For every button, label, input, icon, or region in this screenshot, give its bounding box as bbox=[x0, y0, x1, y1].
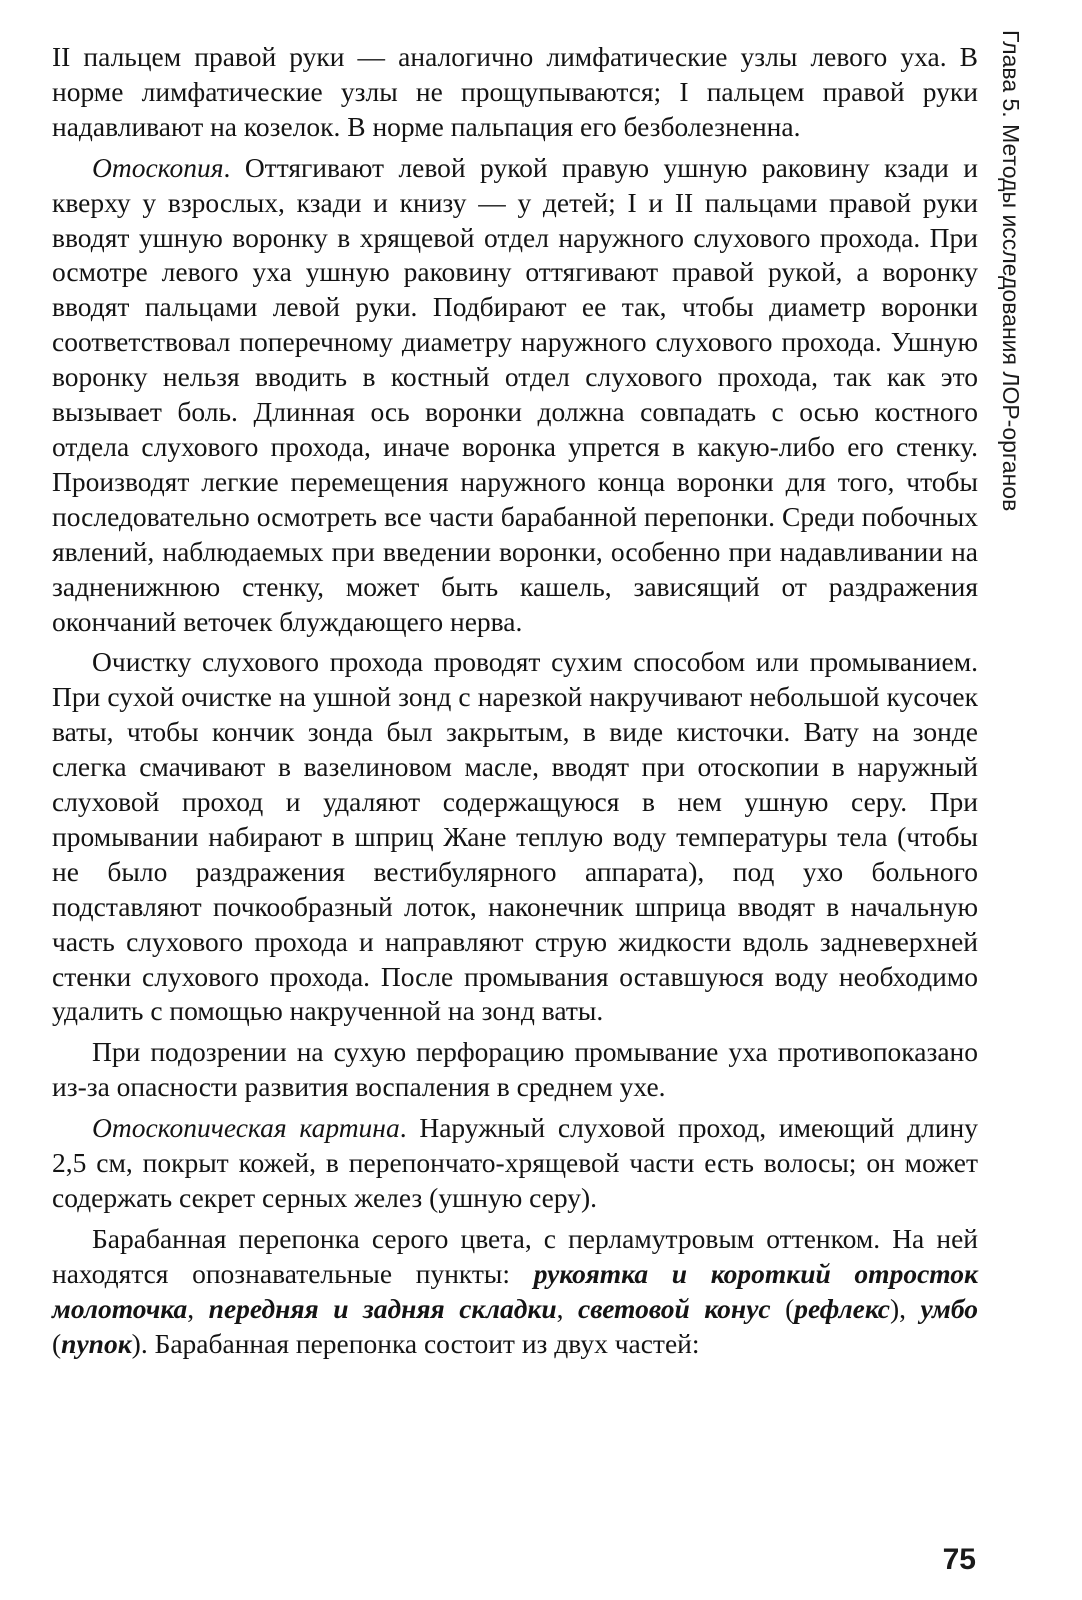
landmark-reflex: рефлекс bbox=[794, 1292, 890, 1324]
landmark-navel: пупок bbox=[61, 1327, 132, 1359]
separator: ( bbox=[770, 1292, 795, 1324]
landmark-folds: передняя и задняя складки bbox=[208, 1292, 557, 1324]
landmark-malleus: рукоятка и короткий отросток молоточка bbox=[52, 1257, 978, 1324]
paragraph-otoscopy bbox=[52, 151, 978, 640]
paragraph-ear-canal-cleaning: Очистку слухового прохода проводят сухим способом или промыванием. При сухой очистке на ушной зонд с нарезкой накручивают небольшой кусочек ваты, чтобы кончик зонда был закрытым, в виде кисточки. Вату на зонде слегка смачивают в вазелиновом масле, вводят при отоскопии в наружный слуховой проход и удаляют содержащуюся в нем ушную серу. При промывании набирают в шприц Жане теплую воду температуры тела (чтобы не было раздражения вестибулярного аппарата), под ухо больного подставляют почкообразный лоток, наконечник шприца вводят в начальную часть слухового прохода и направляют струю жидкости вдоль задневерхней стенки слухового прохода. После промывания оставшуюся воду необходимо удалить с помощью накрученной на зонд ваты. bbox=[52, 646, 978, 1027]
separator: ), bbox=[889, 1292, 921, 1324]
chapter-title: Глава 5. Методы исследования ЛОР-органов bbox=[998, 30, 1024, 512]
main-text bbox=[52, 40, 978, 1362]
term-otoscopy: Отоскопия bbox=[92, 151, 224, 183]
term-otoscopic-picture: Отоскопическая картина bbox=[92, 1112, 400, 1144]
landmark-light-cone: световой конус bbox=[578, 1292, 771, 1324]
paragraph-lymph-nodes: II пальцем правой руки — аналогично лимфатические узлы левого уха. В норме лимфатические узлы не прощупываются; I пальцем правой руки надавливают на козелок. В норме пальпация его безболезненна. bbox=[52, 41, 978, 142]
separator: ( bbox=[52, 1327, 62, 1359]
running-head bbox=[996, 30, 1026, 570]
paragraph-otoscopic-picture bbox=[52, 1111, 978, 1216]
paragraph-perforation-warning: При подозрении на сухую перфорацию промывание уха противопоказано из-за опасности развития воспаления в среднем ухе. bbox=[52, 1036, 978, 1103]
separator: , bbox=[187, 1292, 209, 1324]
otoscopic-picture-text: . Наружный слуховой проход, имеющий длину 2,5 см, покрыт кожей, в перепончато-хрящевой части есть волосы; он может содержать секрет серных желез (ушную серу). bbox=[52, 1112, 978, 1213]
landmark-umbo: умбо bbox=[920, 1292, 979, 1324]
page-number: 75 bbox=[942, 1543, 976, 1576]
otoscopy-text: . Оттягивают левой рукой правую ушную раковину кзади и кверху у взрослых, кзади и книзу — у детей; I и II пальцами правой руки вводят ушную воронку в хрящевой отдел наружного слухового прохода. При осмотре левого уха ушную раковину оттягивают правой рукой, а воронку вводят пальцами левой руки. Подбирают ее так, чтобы диаметр воронки соответствовал поперечному диаметру наружного слухового прохода. Ушную воронку нельзя вводить в костный отдел слухового прохода, так как это вызывает боль. Длинная ось воронки должна совпадать с осью костного отдела слухового прохода, иначе воронка упрется в какую-либо его стенку. Производят легкие перемещения наружного конца воронки для того, чтобы последовательно осмотреть все части барабанной перепонки. Среди побочных явлений, наблюдаемых при введении воронки, особенно при надавливании на задненижнюю стенку, может быть кашель, зависящий от раздражения окончаний веточек блуждающего нерва. bbox=[52, 151, 978, 637]
separator: , bbox=[556, 1292, 579, 1324]
tympanic-text-1: Барабанная перепонка серого цвета, с перламутровым оттенком. На ней находятся опознавательные пункты: bbox=[52, 1222, 978, 1289]
paragraph-tympanic-membrane bbox=[52, 1222, 978, 1362]
tympanic-text-2: ). Барабанная перепонка состоит из двух частей: bbox=[131, 1327, 700, 1359]
